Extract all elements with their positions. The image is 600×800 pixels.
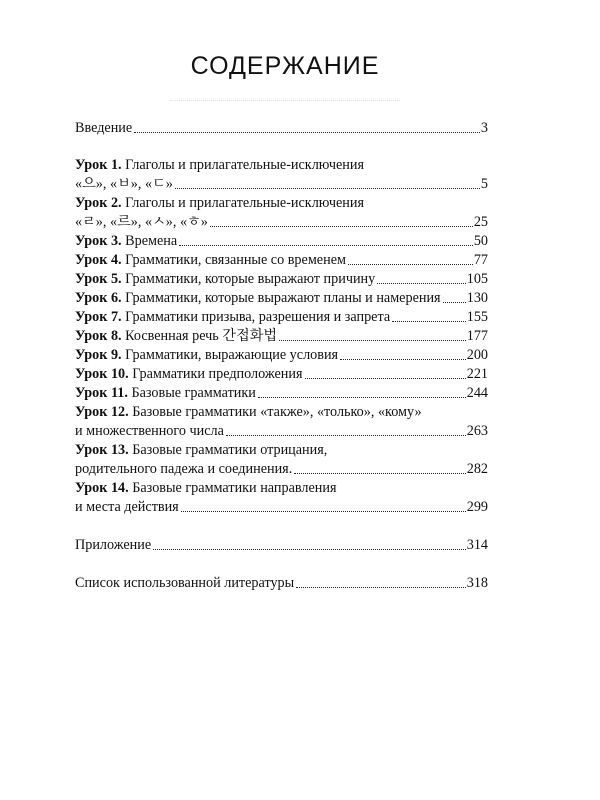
toc-entry-lesson-13[interactable] (75, 439, 488, 477)
toc-page-number: 177 (466, 328, 488, 344)
toc-entry-intro[interactable] (75, 117, 488, 136)
lesson-title: Грамматики, выражающие условия (125, 347, 339, 363)
lesson-number: Урок 2. (75, 195, 122, 211)
lesson-title: Времена (125, 233, 178, 249)
leader-dots (210, 225, 473, 227)
lesson-title: Базовые грамматики направления (132, 480, 337, 496)
toc-page-number: 200 (466, 347, 488, 363)
lesson-title-cont: и множественного числа (75, 423, 224, 439)
leader-dots (181, 510, 466, 512)
toc-page-number: 282 (466, 461, 488, 477)
toc-entry-lesson-8[interactable] (75, 325, 488, 344)
toc-page-number: 50 (473, 233, 488, 249)
toc-entry-lesson-7[interactable] (75, 306, 488, 325)
lesson-number: Урок 12. (75, 404, 129, 420)
lesson-number: Урок 14. (75, 480, 129, 496)
page-title: СОДЕРЖАНИЕ (190, 52, 380, 80)
leader-dots (340, 358, 466, 360)
lesson-number: Урок 4. (75, 252, 122, 268)
lesson-title: Базовые грамматики отрицания, (132, 442, 328, 458)
lesson-number: Урок 11. (75, 385, 128, 401)
lesson-title-cont: родительного падежа и соединения. (75, 461, 293, 477)
toc-page-number: 263 (466, 423, 488, 439)
toc-page-number: 105 (466, 271, 488, 287)
toc-entry-lesson-5[interactable] (75, 268, 488, 287)
leader-dots (294, 472, 465, 474)
toc-entry-lesson-4[interactable] (75, 249, 488, 268)
toc-entry-lesson-2[interactable] (75, 192, 488, 230)
lesson-number: Урок 1. (75, 157, 122, 173)
toc-entry-lesson-12[interactable] (75, 401, 488, 439)
toc-page-number: 244 (466, 385, 488, 401)
toc-entry-appendix[interactable] (75, 534, 488, 553)
toc-entry-lesson-10[interactable] (75, 363, 488, 382)
leader-dots (279, 339, 466, 341)
toc-entry-lesson-3[interactable] (75, 230, 488, 249)
bleed-through-dots (170, 100, 400, 102)
leader-dots (258, 396, 466, 398)
table-of-contents (75, 117, 488, 591)
toc-page-number: 318 (466, 575, 488, 591)
leader-dots (377, 282, 465, 284)
lesson-number: Урок 3. (75, 233, 122, 249)
leader-dots (153, 548, 466, 550)
lesson-title: Базовые грамматики «также», «только», «кому» (132, 404, 422, 420)
leader-dots (134, 131, 480, 133)
leader-dots (392, 320, 466, 322)
toc-page-number: 221 (466, 366, 488, 382)
lesson-title: Базовые грамматики (131, 385, 256, 401)
lesson-title: Грамматики предположения (132, 366, 303, 382)
toc-page-number: 3 (480, 120, 488, 136)
leader-dots (175, 187, 480, 189)
leader-dots (305, 377, 466, 379)
lesson-title-cont: «ㄹ», «르», «ㅅ», «ㅎ» (75, 214, 208, 230)
toc-entry-lesson-11[interactable] (75, 382, 488, 401)
lesson-title-cont: и места действия (75, 499, 179, 515)
toc-entry-lesson-1[interactable] (75, 154, 488, 192)
toc-page-number: 5 (480, 176, 488, 192)
leader-dots (296, 586, 466, 588)
toc-entry-text: Введение (75, 120, 133, 136)
lesson-number: Урок 10. (75, 366, 129, 382)
toc-entry-bibliography[interactable] (75, 572, 488, 591)
toc-page-number: 77 (473, 252, 488, 268)
lesson-number: Урок 13. (75, 442, 129, 458)
toc-page-number: 299 (466, 499, 488, 515)
lesson-title: Косвенная речь 간접화법 (125, 328, 278, 344)
lesson-title: Грамматики, которые выражают планы и намерения (125, 290, 441, 306)
lesson-title: Грамматики призыва, разрешения и запрета (125, 309, 391, 325)
toc-page-number: 130 (466, 290, 488, 306)
toc-page-number: 314 (466, 537, 488, 553)
toc-entry-lesson-9[interactable] (75, 344, 488, 363)
lesson-number: Урок 5. (75, 271, 122, 287)
leader-dots (443, 301, 466, 303)
toc-entry-text: Список использованной литературы (75, 575, 295, 591)
lesson-number: Урок 9. (75, 347, 122, 363)
leader-dots (226, 434, 466, 436)
lesson-number: Урок 6. (75, 290, 122, 306)
toc-entry-lesson-14[interactable] (75, 477, 488, 515)
toc-entry-text: Приложение (75, 537, 152, 553)
lesson-title: Грамматики, которые выражают причину (125, 271, 376, 287)
lesson-title: Глаголы и прилагательные-исключения (125, 157, 364, 173)
toc-entry-lesson-6[interactable] (75, 287, 488, 306)
lesson-number: Урок 7. (75, 309, 122, 325)
lesson-number: Урок 8. (75, 328, 122, 344)
leader-dots (348, 263, 473, 265)
lesson-title: Глаголы и прилагательные-исключения (125, 195, 364, 211)
toc-page-number: 155 (466, 309, 488, 325)
leader-dots (179, 244, 473, 246)
lesson-title-cont: «으», «ㅂ», «ㄷ» (75, 176, 173, 192)
toc-page-number: 25 (473, 214, 488, 230)
lesson-title: Грамматики, связанные со временем (125, 252, 346, 268)
